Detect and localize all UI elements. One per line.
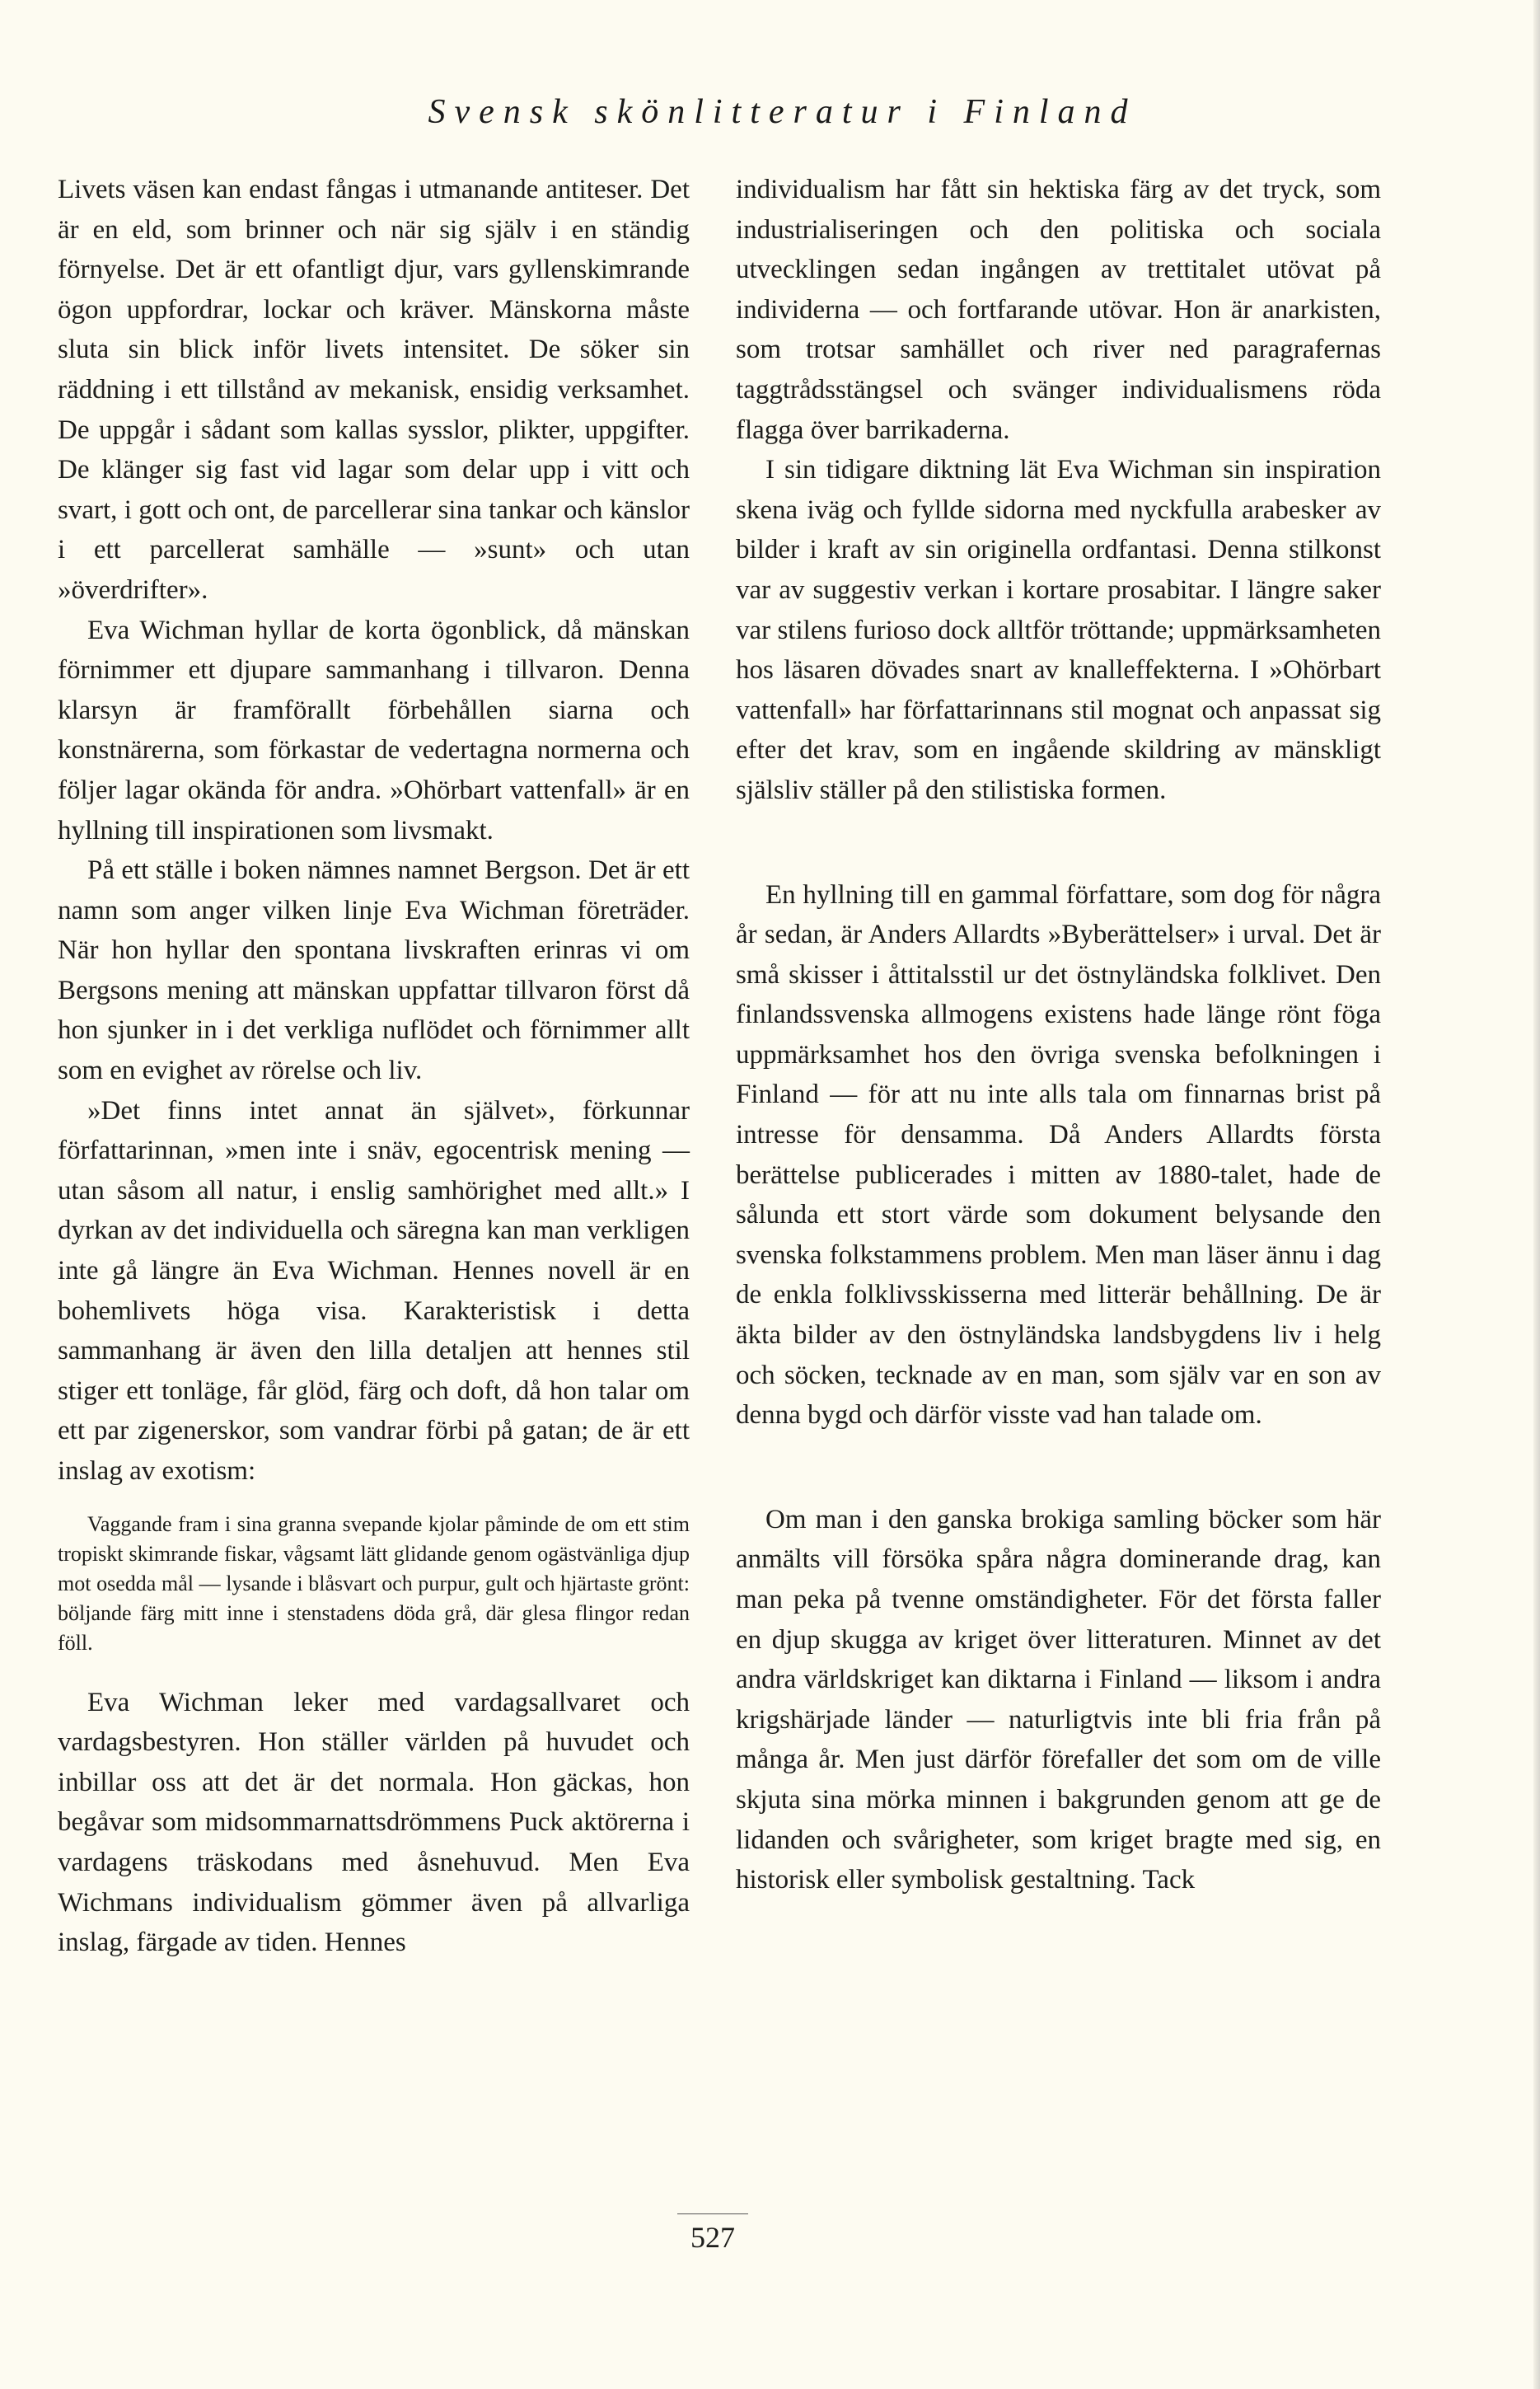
paragraph: I sin tidigare diktning lät Eva Wichman sin inspiration skena iväg och fyllde sidorna med nyckfulla arabesker av bilder i kraft av sin originella ordfantasi. Denna stilkonst var av suggestiv verkan i kortare prosabitar. I längre saker var stilens furioso dock alltför tröttande; uppmärksamheten hos läsaren dövades snart av knalleffekterna. I »Ohörbart vattenfall» har författarinnans stil mognat och anpassat sig efter det krav, som en ingående skildring av mänskligt själsliv ställer på den stilistiska formen. [736, 455, 1381, 805]
paragraph: En hyllning till en gammal författare, som dog för några år sedan, är Anders Allardts »Byberättelser» i urval. Det är små skisser i åttitalsstil ur det östnyländska folklivet. Den finlandssvenska allmogens existens hade länge rönt föga uppmärksamhet hos den övriga svenska befolkningen i Finland — för att nu inte alls tala om finnarnas brist på intresse för densamma. Då Anders Allardts första berättelse publicerades i mitten av 1880-talet, hade de sålunda ett stort värde som dokument belysande den svenska folkstammens problem. Men man läser ännu i dag de enkla folklivsskisserna med litterär behållning. De är äkta bilder av den östnyländska landsbygdens liv i helg och söcken, tecknade av en man, som själv var en son av denna bygd och därför visste vad han talade om. [736, 879, 1381, 1431]
section-break [736, 811, 1381, 875]
paragraph: Eva Wichman leker med vardagsallvaret och vardagsbestyren. Hon ställer världen på huvudet och inbillar oss att det är det normala. Hon gäckas, hon begåvar som midsommarnattsdrömmens Puck aktörerna i vardagens träskodans med åsnehuvud. Men Eva Wichmans individualism gömmer även på allvarliga inslag, färgade av tiden. Hennes [58, 1687, 690, 1958]
paragraph: Eva Wichman hyllar de korta ögonblick, då mänskan förnimmer ett djupare sammanhang i tillvaron. Denna klarsyn är framförallt förbehållen siarna och konstnärerna, som förkastar de vedertagna normerna och följer lagar okända för andra. »Ohörbart vattenfall» är en hyllning till inspirationen som livsmakt. [58, 615, 690, 846]
paragraph: individualism har fått sin hektiska färg av det tryck, som industrialiseringen och den politiska och sociala utvecklingen sedan ingången av trettitalet utövat på individerna — och fortfarande utövar. Hon är anarkisten, som trotsar samhället och river ned paragrafernas taggtrådsstängsel och svänger individualismens röda flagga över barrikaderna. [736, 175, 1381, 445]
paragraph: Livets väsen kan endast fångas i utmanande antiteser. Det är en eld, som brinner och när sig själv i en ständig förnyelse. Det är ett ofantligt djur, vars gyllenskimrande ögon uppfordrar, lockar och kräver. Mänskorna måste sluta sin blick inför livets intensitet. De söker sin räddning i ett tillstånd av mekanisk, ensidig verksamhet. De uppgår i sådant som kallas sysslor, plikter, uppgifter. De klänger sig fast vid lagar som delar upp i vitt och svart, i gott och ont, de parcellerar sina tankar och känslor i ett parcellerat samhälle — »sunt» och utan »överdrifter». [58, 175, 690, 605]
paragraph: På ett ställe i boken nämnes namnet Bergson. Det är ett namn som anger vilken linje Eva Wichman företräder. När hon hyllar den spontana livskraften erinras vi om Bergsons mening att mänskan uppfattar tillvaron först då hon sjunker in i det verkliga nuflödet och förnimmer allt som en evighet av rörelse och liv. [58, 855, 690, 1086]
page-number: 527 [690, 2221, 735, 2254]
section-break [736, 1436, 1381, 1500]
running-head: Svensk skönlitteratur i Finland [428, 93, 1137, 131]
right-column [736, 170, 1381, 1900]
left-column [58, 170, 690, 1963]
paragraph: »Det finns intet annat än självet», förkunnar författarinnan, »men inte i snäv, egocentrisk mening — utan såsom all natur, i enslig samhörighet med allt.» I dyrkan av det individuella och säregna kan man verkligen inte gå längre än Eva Wichman. Hennes novell är en bohemlivets höga visa. Karakteristisk i detta sammanhang är även den lilla detaljen att hennes stil stiger ett tonläge, får glöd, färg och doft, då hon talar om ett par zigenerskor, som vandrar förbi på gatan; de är ett inslag av exotism: [58, 1095, 690, 1486]
folio-rule [677, 2213, 748, 2214]
block-quote: Vaggande fram i sina granna svepande kjolar påminde de om ett stim tropiskt skimrande fiskar, vågsamt lätt glidande genom ogästvänliga djup mot osedda mål — lysande i blåsvart och purpur, gult och hjärtaste grönt: böljande färg mitt inne i stenstadens döda grå, där glesa flingor redan föll. [58, 1511, 690, 1655]
paragraph: Om man i den ganska brokiga samling böcker som här anmälts vill försöka spåra några dominerande drag, kan man peka på tvenne omständigheter. För det första faller en djup skugga av kriget över litteraturen. Minnet av det andra världskriget kan diktarna i Finland — liksom i andra krigshärjade länder — naturligtvis inte bli fria från på många år. Men just därför förefaller det som om de ville skjuta sina mörka minnen i bakgrunden genom att ge de lidanden och svårigheter, som kriget bragte med sig, en historisk eller symbolisk gestaltning. Tack [736, 1504, 1381, 1895]
scan-edge-shadow [1533, 0, 1540, 2389]
